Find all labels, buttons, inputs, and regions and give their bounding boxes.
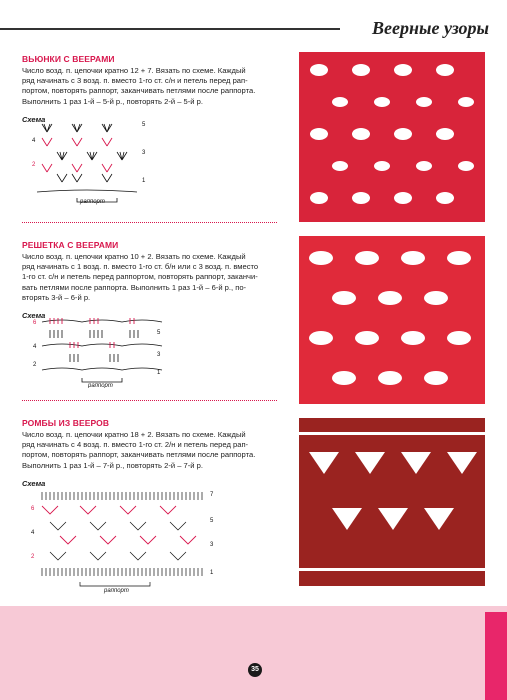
description-line: Выполнить 1 раз 1-й – 7-й р., повторять 2-й – 7-й р. <box>22 460 203 470</box>
row-number: 5 <box>210 518 214 524</box>
description-line: вать петлями после раппорта. Выполнить 1 раз 1-й – 6-й р., по- <box>22 282 247 292</box>
crochet-chart-romby <box>30 488 220 594</box>
crochet-chart-vyunki <box>32 114 152 206</box>
page-number: 35 <box>248 663 262 677</box>
description-line: Число возд. п. цепочки кратно 12 + 7. Вязать по схеме. Каждый <box>22 66 246 75</box>
description-line: Выполнить 1 раз 1-й – 5-й р., повторять 2-й – 5-й р. <box>22 96 203 106</box>
swatch-photo-romby <box>299 418 485 586</box>
section-description <box>22 66 284 107</box>
chart-symbols <box>42 492 202 586</box>
row-number: 5 <box>157 330 161 336</box>
section-title: РОМБЫ ИЗ ВЕЕРОВ <box>22 418 110 428</box>
chart-symbols <box>37 124 137 202</box>
row-number: 2 <box>33 362 37 368</box>
header-rule <box>0 28 340 30</box>
schema-label: Схема <box>22 311 46 321</box>
description-line: ряд начинать с 4 возд. п. вместо 1-го ст. 2/н и петель перед рап- <box>22 440 249 450</box>
schema-label: Схема <box>22 478 46 488</box>
description-line: ряд начинать с 3 возд. п. вместо 1-го ст. с/н и петель перед рап- <box>22 76 248 86</box>
section-divider <box>22 222 277 223</box>
rapport-label: раппорт <box>104 588 129 594</box>
section-description <box>22 252 284 303</box>
row-number: 4 <box>33 344 37 350</box>
swatch-photo-vyunki <box>299 52 485 222</box>
swatch-background <box>299 418 485 586</box>
description-line: вторять 3-й – 6-й р. <box>22 292 91 302</box>
rapport-label: раппорт <box>88 383 113 388</box>
section-description <box>22 430 284 471</box>
description-line: Число возд. п. цепочки кратно 18 + 2. Вязать по схеме. Каждый <box>22 430 246 439</box>
row-number: 7 <box>210 492 214 498</box>
row-number: 1 <box>142 178 146 184</box>
row-number: 4 <box>32 138 36 144</box>
row-number: 6 <box>31 506 35 512</box>
row-number: 2 <box>31 554 35 560</box>
section-title: РЕШЕТКА С ВЕЕРАМИ <box>22 240 119 250</box>
rapport-label: раппорт <box>80 199 105 205</box>
row-number: 1 <box>210 570 214 576</box>
row-number: 6 <box>33 320 37 326</box>
description-line: портом, повторять раппорт, заканчивать петлями после раппорта. <box>22 450 256 460</box>
description-line: 1-го ст. с/н и петель перед раппортом, повторять раппорт, заканчи- <box>22 272 258 282</box>
schema-label: Схема <box>22 114 46 124</box>
row-number: 2 <box>32 162 36 168</box>
footer-band <box>0 606 507 700</box>
chart-symbols-red <box>50 318 134 348</box>
description-line: ряд начинать с 1 возд. п. вместо 1-го ст. б/н или с 3 возд. п. вместо <box>22 262 259 272</box>
row-number: 4 <box>31 530 35 536</box>
section-title: ВЬЮНКИ С ВЕЕРАМИ <box>22 54 115 64</box>
section-reshetka <box>22 240 284 320</box>
row-number: 3 <box>157 352 161 358</box>
row-number: 3 <box>210 542 214 548</box>
swatch-photo-reshetka <box>299 236 485 404</box>
description-line: портом, повторять раппорт, заканчивать петлями после раппорта. <box>22 86 256 96</box>
row-number: 3 <box>142 150 146 156</box>
description-line: Число возд. п. цепочки кратно 10 + 2. Вязать по схеме. Каждый <box>22 252 246 261</box>
row-number: 5 <box>142 122 146 128</box>
side-tab <box>485 612 507 700</box>
row-number: 1 <box>157 370 161 376</box>
section-divider <box>22 400 277 401</box>
chart-symbols-red <box>42 138 112 172</box>
section-romby <box>22 418 284 488</box>
chart-symbols <box>42 320 162 382</box>
page-title: Веерные узоры <box>372 18 489 38</box>
crochet-chart-reshetka <box>32 316 167 388</box>
